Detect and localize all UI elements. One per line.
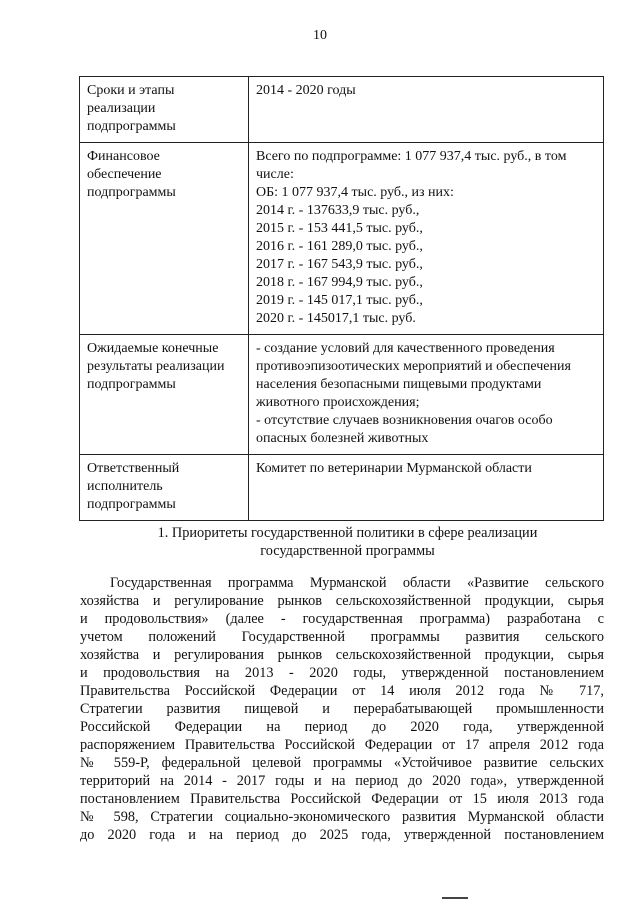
row-value-line: 2019 г. - 145 017,1 тыс. руб.,	[256, 293, 423, 308]
row-label-line: обеспечение	[87, 167, 162, 182]
row-label-line: Ответственный	[87, 461, 180, 476]
row-value-line: животного происхождения;	[256, 395, 420, 410]
body-text-line: Стратегии развития пищевой и перерабатывающей промышленности	[80, 701, 604, 717]
row-value-line: 2018 г. - 167 994,9 тыс. руб.,	[256, 275, 423, 290]
row-value-line: 2015 г. - 153 441,5 тыс. руб.,	[256, 221, 423, 236]
section-heading	[90, 524, 605, 560]
row-value-cell	[249, 77, 604, 143]
row-value-line: населения безопасными пищевыми продуктами	[256, 377, 542, 392]
body-text-line: постановлением Правительства Российской Федерации от 15 июля 2013 года	[80, 791, 604, 807]
body-text-line: Государственная программа Мурманской области «Развитие сельского	[110, 575, 604, 591]
table-row	[80, 455, 604, 521]
footer-mark	[442, 897, 468, 899]
row-label-cell	[80, 77, 249, 143]
row-value-line: 2014 г. - 137633,9 тыс. руб.,	[256, 203, 420, 218]
body-text-line: Российской Федерации на период до 2020 года, утвержденной	[80, 719, 604, 735]
row-label-cell	[80, 335, 249, 455]
page-number: 10	[313, 28, 327, 43]
body-text-line: № 598, Стратегии социально-экономического развития Мурманской области	[80, 809, 604, 825]
table-row	[80, 143, 604, 335]
row-value-cell	[249, 335, 604, 455]
row-value-line: 2016 г. - 161 289,0 тыс. руб.,	[256, 239, 423, 254]
row-value-line: Всего по подпрограмме: 1 077 937,4 тыс. руб., в том	[256, 149, 567, 164]
row-label-line: Финансовое	[87, 149, 160, 164]
row-label-line: подпрограммы	[87, 497, 176, 512]
row-label-cell	[80, 455, 249, 521]
body-text-line: до 2020 года и на период до 2025 года, утвержденной постановлением	[80, 827, 604, 843]
row-label-line: результаты реализации	[87, 359, 225, 374]
section-heading-line: государственной программы	[260, 543, 435, 559]
row-value-line: числе:	[256, 167, 294, 182]
section-heading-line: 1. Приоритеты государственной политики в сфере реализации	[157, 525, 538, 541]
body-text-line: распоряжением Правительства Российской Федерации от 17 апреля 2012 года	[80, 737, 604, 753]
row-label-cell	[80, 143, 249, 335]
row-value-line: ОБ: 1 077 937,4 тыс. руб., из них:	[256, 185, 454, 200]
table-row	[80, 335, 604, 455]
row-value-line: - отсутствие случаев возникновения очагов особо	[256, 413, 553, 428]
row-value-line: опасных болезней животных	[256, 431, 429, 446]
row-label-line: подпрограммы	[87, 185, 176, 200]
row-label-line: реализации	[87, 101, 156, 116]
body-text-line: и продовольствия на 2013 - 2020 годы, утвержденной постановлением	[80, 665, 604, 681]
body-text-line: хозяйства и регулирование рынков сельскохозяйственной продукции, сырья	[80, 593, 604, 609]
row-value-line: 2020 г. - 145017,1 тыс. руб.	[256, 311, 416, 326]
row-value-cell	[249, 455, 604, 521]
body-text-line: № 559-Р, федеральной целевой программы «Устойчивое развитие сельских	[80, 755, 604, 771]
table-row	[80, 77, 604, 143]
body-text-line: территорий на 2014 - 2017 годы и на период до 2020 года», утвержденной	[80, 773, 604, 789]
row-value-line: 2014 - 2020 годы	[256, 83, 356, 98]
row-value-cell	[249, 143, 604, 335]
row-label-line: подпрограммы	[87, 119, 176, 134]
row-label-line: подпрограммы	[87, 377, 176, 392]
row-label-line: Сроки и этапы	[87, 83, 175, 98]
body-text-line: и продовольствия» (далее - государственная программа) разработана с	[80, 611, 604, 627]
body-text-line: хозяйства и регулирования рынков сельскохозяйственной продукции, сырья	[80, 647, 604, 663]
row-label-line: исполнитель	[87, 479, 163, 494]
row-label-line: Ожидаемые конечные	[87, 341, 219, 356]
row-value-line: 2017 г. - 167 543,9 тыс. руб.,	[256, 257, 423, 272]
body-text-line: учетом положений Государственной программы развития сельского	[80, 629, 604, 645]
body-text-line: Правительства Российской Федерации от 14 июля 2012 года № 717,	[80, 683, 604, 699]
body-paragraph	[80, 574, 604, 844]
row-value-line: - создание условий для качественного проведения	[256, 341, 555, 356]
row-value-line: противоэпизоотических мероприятий и обеспечения	[256, 359, 571, 374]
subprogram-passport-table	[79, 76, 604, 521]
row-value-line: Комитет по ветеринарии Мурманской области	[256, 461, 532, 476]
